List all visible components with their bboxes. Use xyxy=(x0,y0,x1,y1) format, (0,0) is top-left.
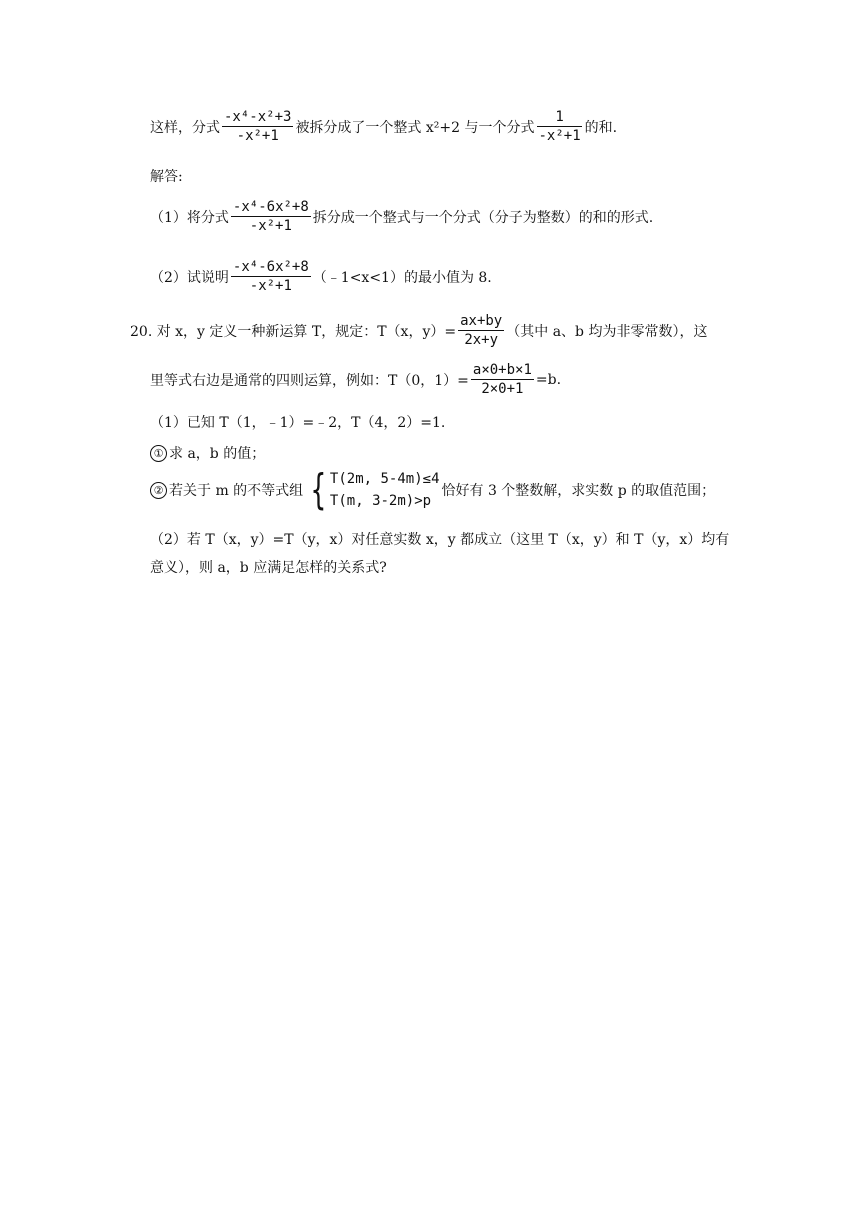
intro-text-2: 被拆分成了一个整式 x²+2 与一个分式 xyxy=(295,119,535,136)
p20-line2-b: =b. xyxy=(535,371,562,388)
sub1-text: 求 a，b 的值； xyxy=(169,446,266,462)
fraction-numerator: -x⁴-6x²+8 xyxy=(232,199,309,215)
intro-text-3: 的和. xyxy=(584,119,618,136)
q2-prefix: （2）试说明 xyxy=(150,269,229,286)
inequality-rows xyxy=(330,468,440,512)
inequality-2: T(m, 3-2m)>p xyxy=(329,493,432,509)
question-2 xyxy=(150,258,492,295)
fraction-denominator: 2x+y xyxy=(464,332,499,348)
inequality-system xyxy=(305,465,440,514)
definition-fraction xyxy=(458,312,504,349)
fraction-denominator: 2×0+1 xyxy=(481,381,524,397)
problem-20-line-1 xyxy=(130,312,707,349)
fraction-numerator: a×0+b×1 xyxy=(472,362,532,378)
fraction-numerator: -x⁴-x²+3 xyxy=(224,109,292,125)
left-brace-icon: { xyxy=(310,465,327,514)
example-fraction xyxy=(471,361,534,398)
inequality-1: T(2m, 5-4m)≤4 xyxy=(329,471,440,487)
sub-question-1 xyxy=(150,443,265,463)
q2-suffix: （﹣1<x<1）的最小值为 8. xyxy=(312,269,492,286)
fraction-denominator: -x²+1 xyxy=(249,218,292,234)
part-1: （1）已知 T（1，﹣1）=﹣2，T（4，2）=1. xyxy=(150,415,446,431)
fraction-denominator: -x²+1 xyxy=(538,128,581,144)
fraction-denominator: -x²+1 xyxy=(236,128,279,144)
problem-20-line-2 xyxy=(150,361,561,398)
part-2: （2）若 T（x，y）=T（y，x）对任意实数 x，y 都成立（这里 T（x，y）和 T（y，x）均有意义），则 a，b 应满足怎样的关系式? xyxy=(150,532,730,576)
sub-question-2 xyxy=(150,465,716,514)
q1-prefix: （1）将分式 xyxy=(150,209,229,226)
fraction-denominator: -x²+1 xyxy=(249,278,292,294)
p20-line2-a: 里等式右边是通常的四则运算，例如：T（0，1）= xyxy=(150,372,469,389)
fraction-1 xyxy=(222,108,293,145)
p20-intro-b: （其中 a、b 均为非零常数），这 xyxy=(506,323,708,340)
question-1 xyxy=(150,198,653,235)
circled-one-icon: ① xyxy=(150,445,167,462)
sub2-text-b: 恰好有 3 个整数解，求实数 p 的取值范围； xyxy=(441,483,716,499)
circled-two-icon: ② xyxy=(150,482,167,499)
q1-suffix: 拆分成一个整式与一个分式（分子为整数）的和的形式. xyxy=(312,209,654,226)
intro-line xyxy=(150,108,617,145)
fraction-numerator: ax+by xyxy=(460,313,503,329)
sub2-text-a: 若关于 m 的不等式组 xyxy=(169,483,304,499)
fraction-numerator: 1 xyxy=(537,108,581,127)
q2-fraction xyxy=(231,258,311,295)
fraction-numerator: -x⁴-6x²+8 xyxy=(232,259,309,275)
answer-label: 解答: xyxy=(150,169,183,185)
fraction-2 xyxy=(536,108,582,145)
intro-text-1: 这样，分式 xyxy=(150,119,220,136)
q1-fraction xyxy=(231,198,311,235)
p20-intro-a: 20. 对 x，y 定义一种新运算 T，规定：T（x，y）= xyxy=(130,323,457,340)
